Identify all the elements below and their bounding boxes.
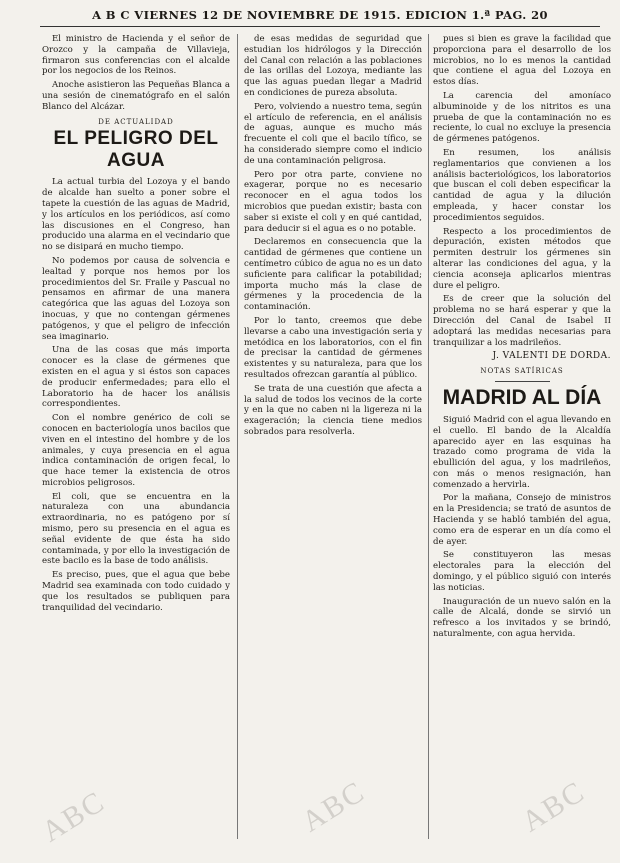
article-paragraph: Pero por otra parte, conviene no exagerar, porque no es necesario reconocer en el agua todos los microbios que puedan existir; basta con saber si existe el coli y en qué cantidad, para deducir si el agua es o no potable. xyxy=(244,169,422,234)
article-paragraph: Por la mañana, Consejo de ministros en la Presidencia; se trató de asuntos de Hacienda y se habló también del agua, como era de esperar en un día como el de ayer. xyxy=(433,493,611,547)
article-paragraph: Siguió Madrid con el agua llevando en el cuello. El bando de la Alcaldía aparecido ayer en las esquinas ha trazado como programa de vida la ebullición del agua, y los madrileños, con más o menos resignación, han comenzado a hervirla. xyxy=(433,414,611,490)
watermark-logo: ABC xyxy=(296,774,372,839)
news-paragraph: Anoche asistieron las Pequeñas Blanca a una sesión de cinematógrafo en el salón Blanco del Alcázar. xyxy=(42,80,230,112)
article-paragraph: No podemos por causa de solvencia e lealtad y porque nos hemos por los procedimientos del Sr. Fraile y Pascual no pensamos en afirmar de una manera categórica que las aguas del Lozoya son inocuas, y que no contengan gérmenes patógenos, y que el peligro de infección sea imaginario. xyxy=(42,255,230,342)
section-label: DE ACTUALIDAD xyxy=(98,117,174,126)
article-paragraph: Respecto a los procedimientos de depuración, existen métodos que permiten destruir los gérmenes sin alterar las condiciones del agua, y la ciencia aconseja aplicarlos mientras dure el peligro. xyxy=(433,226,611,291)
column-1 xyxy=(42,34,230,839)
column-rule xyxy=(428,34,429,839)
article-paragraph: Se constituyeron las mesas electorales para la elección del domingo, y el público siguió con interés las noticias. xyxy=(433,550,611,593)
section-label: NOTAS SATÍRICAS xyxy=(480,367,564,376)
article-paragraph: Una de las cosas que más importa conocer es la clase de gérmenes que existen en el agua y si éstos son capaces de producir enfermedades; para ello el Laboratorio ha de hacer los análisis correspondientes. xyxy=(42,345,230,410)
article-paragraph: de esas medidas de seguridad que estudian los hidrólogos y la Dirección del Canal con relación a las poblaciones de las orillas del Lozoya, mediante las que las aguas puedan llegar a Madrid en condiciones de pureza absoluta. xyxy=(244,34,422,98)
column-2 xyxy=(244,34,422,839)
article-paragraph: Por lo tanto, creemos que debe llevarse a cabo una investigación seria y metódica en los laboratorios, con el fin de precisar la cantidad de gérmenes existentes y su naturaleza, para que los resultados ofrezcan garantía al público. xyxy=(244,315,422,380)
news-paragraph: El ministro de Hacienda y el señor de Orozco y la campaña de Villavieja, firmaron sus conferencias con el alcalde por los negocios de los Reinos. xyxy=(42,34,230,77)
article-headline: EL PELIGRO DEL AGUA xyxy=(53,128,219,172)
article-paragraph: En resumen, los análisis reglamentarios que convienen a los análisis bacteriológicos, los laboratorios que buscan el coli deben especificar la cantidad de agua y la dilución empleada, y hacer constar los procedimientos seguidos. xyxy=(433,147,611,223)
column-3 xyxy=(433,34,611,839)
article-paragraph: La carencia del amoníaco albuminoide y de los nitritos es una prueba de que la contaminación no es reciente, lo cual no excluye la presencia de gérmenes patógenos. xyxy=(433,90,611,145)
column-rule xyxy=(237,34,238,839)
article-paragraph: La actual turbia del Lozoya y el bando de alcalde han suelto a poner sobre el tapete la cuestión de las aguas de Madrid, y los artículos en los periódicos, así como las discusiones en el Congreso, han producido una alarma en el vecindario que no se disipará en mucho tiempo. xyxy=(42,177,230,253)
author-signature: J. VALENTI DE DORDA. xyxy=(492,351,611,362)
article-paragraph: Pero, volviendo a nuestro tema, según el artículo de referencia, en el análisis de aguas, aunque es mucho más frecuente el coli que el bacilo tífico, se ha considerado siempre como el indicio de una contaminación peligrosa. xyxy=(244,101,422,166)
article-headline: MADRID AL DÍA xyxy=(442,385,602,409)
page-header: A B C VIERNES 12 DE NOVIEMBRE DE 1915. EDICION 1.ª PAG. 20 xyxy=(40,4,600,27)
article-paragraph: Inauguración de un nuevo salón en la calle de Alcalá, donde se sirvió un refresco a los invitados y se brindó, naturalmente, con agua hervida. xyxy=(433,596,611,640)
article-paragraph: Es de creer que la solución del problema no se hará esperar y que la Dirección del Canal de Isabel II adoptará las medidas necesarias para tranquilizar a los madrileños. xyxy=(433,294,611,348)
article-paragraph: pues si bien es grave la facilidad que proporciona para el desarrollo de los microbios, no lo es menos la cantidad que contiene el agua del Lozoya en estos días. xyxy=(433,34,611,88)
article-paragraph: Se trata de una cuestión que afecta a la salud de todos los vecinos de la corte y en la que no caben ni la ligereza ni la exageración; la ciencia tiene medios sobrados para resolverla. xyxy=(244,383,422,437)
article-paragraph: Es preciso, pues, que el agua que bebe Madrid sea examinada con todo cuidado y que los resultados se publiquen para tranquilidad del vecindario. xyxy=(42,570,230,613)
article-paragraph: El coli, que se encuentra en la naturaleza con una abundancia extraordinaria, no es patógeno por sí mismo, pero su presencia en el agua es señal evidente de que ésta ha sido contaminada, y por ello la investigación de este bacilo es la base de todo análisis. xyxy=(42,491,230,567)
article-paragraph: Con el nombre genérico de coli se conocen en bacteriología unos bacilos que viven en el intestino del hombre y de los animales, y cuya presencia en el agua indica contaminación de origen fecal, lo que hace temer la existencia de otros microbios peligrosos. xyxy=(42,413,230,488)
watermark-logo: ABC xyxy=(36,784,112,849)
article-paragraph: Declaremos en consecuencia que la cantidad de gérmenes que contiene un centímetro cúbico de agua no es un dato suficiente para calificar la potabilidad; importa mucho más la clase de gérmenes y la procedencia de la contaminación. xyxy=(244,237,422,313)
watermark-logo: ABC xyxy=(516,774,592,839)
divider xyxy=(495,381,550,382)
